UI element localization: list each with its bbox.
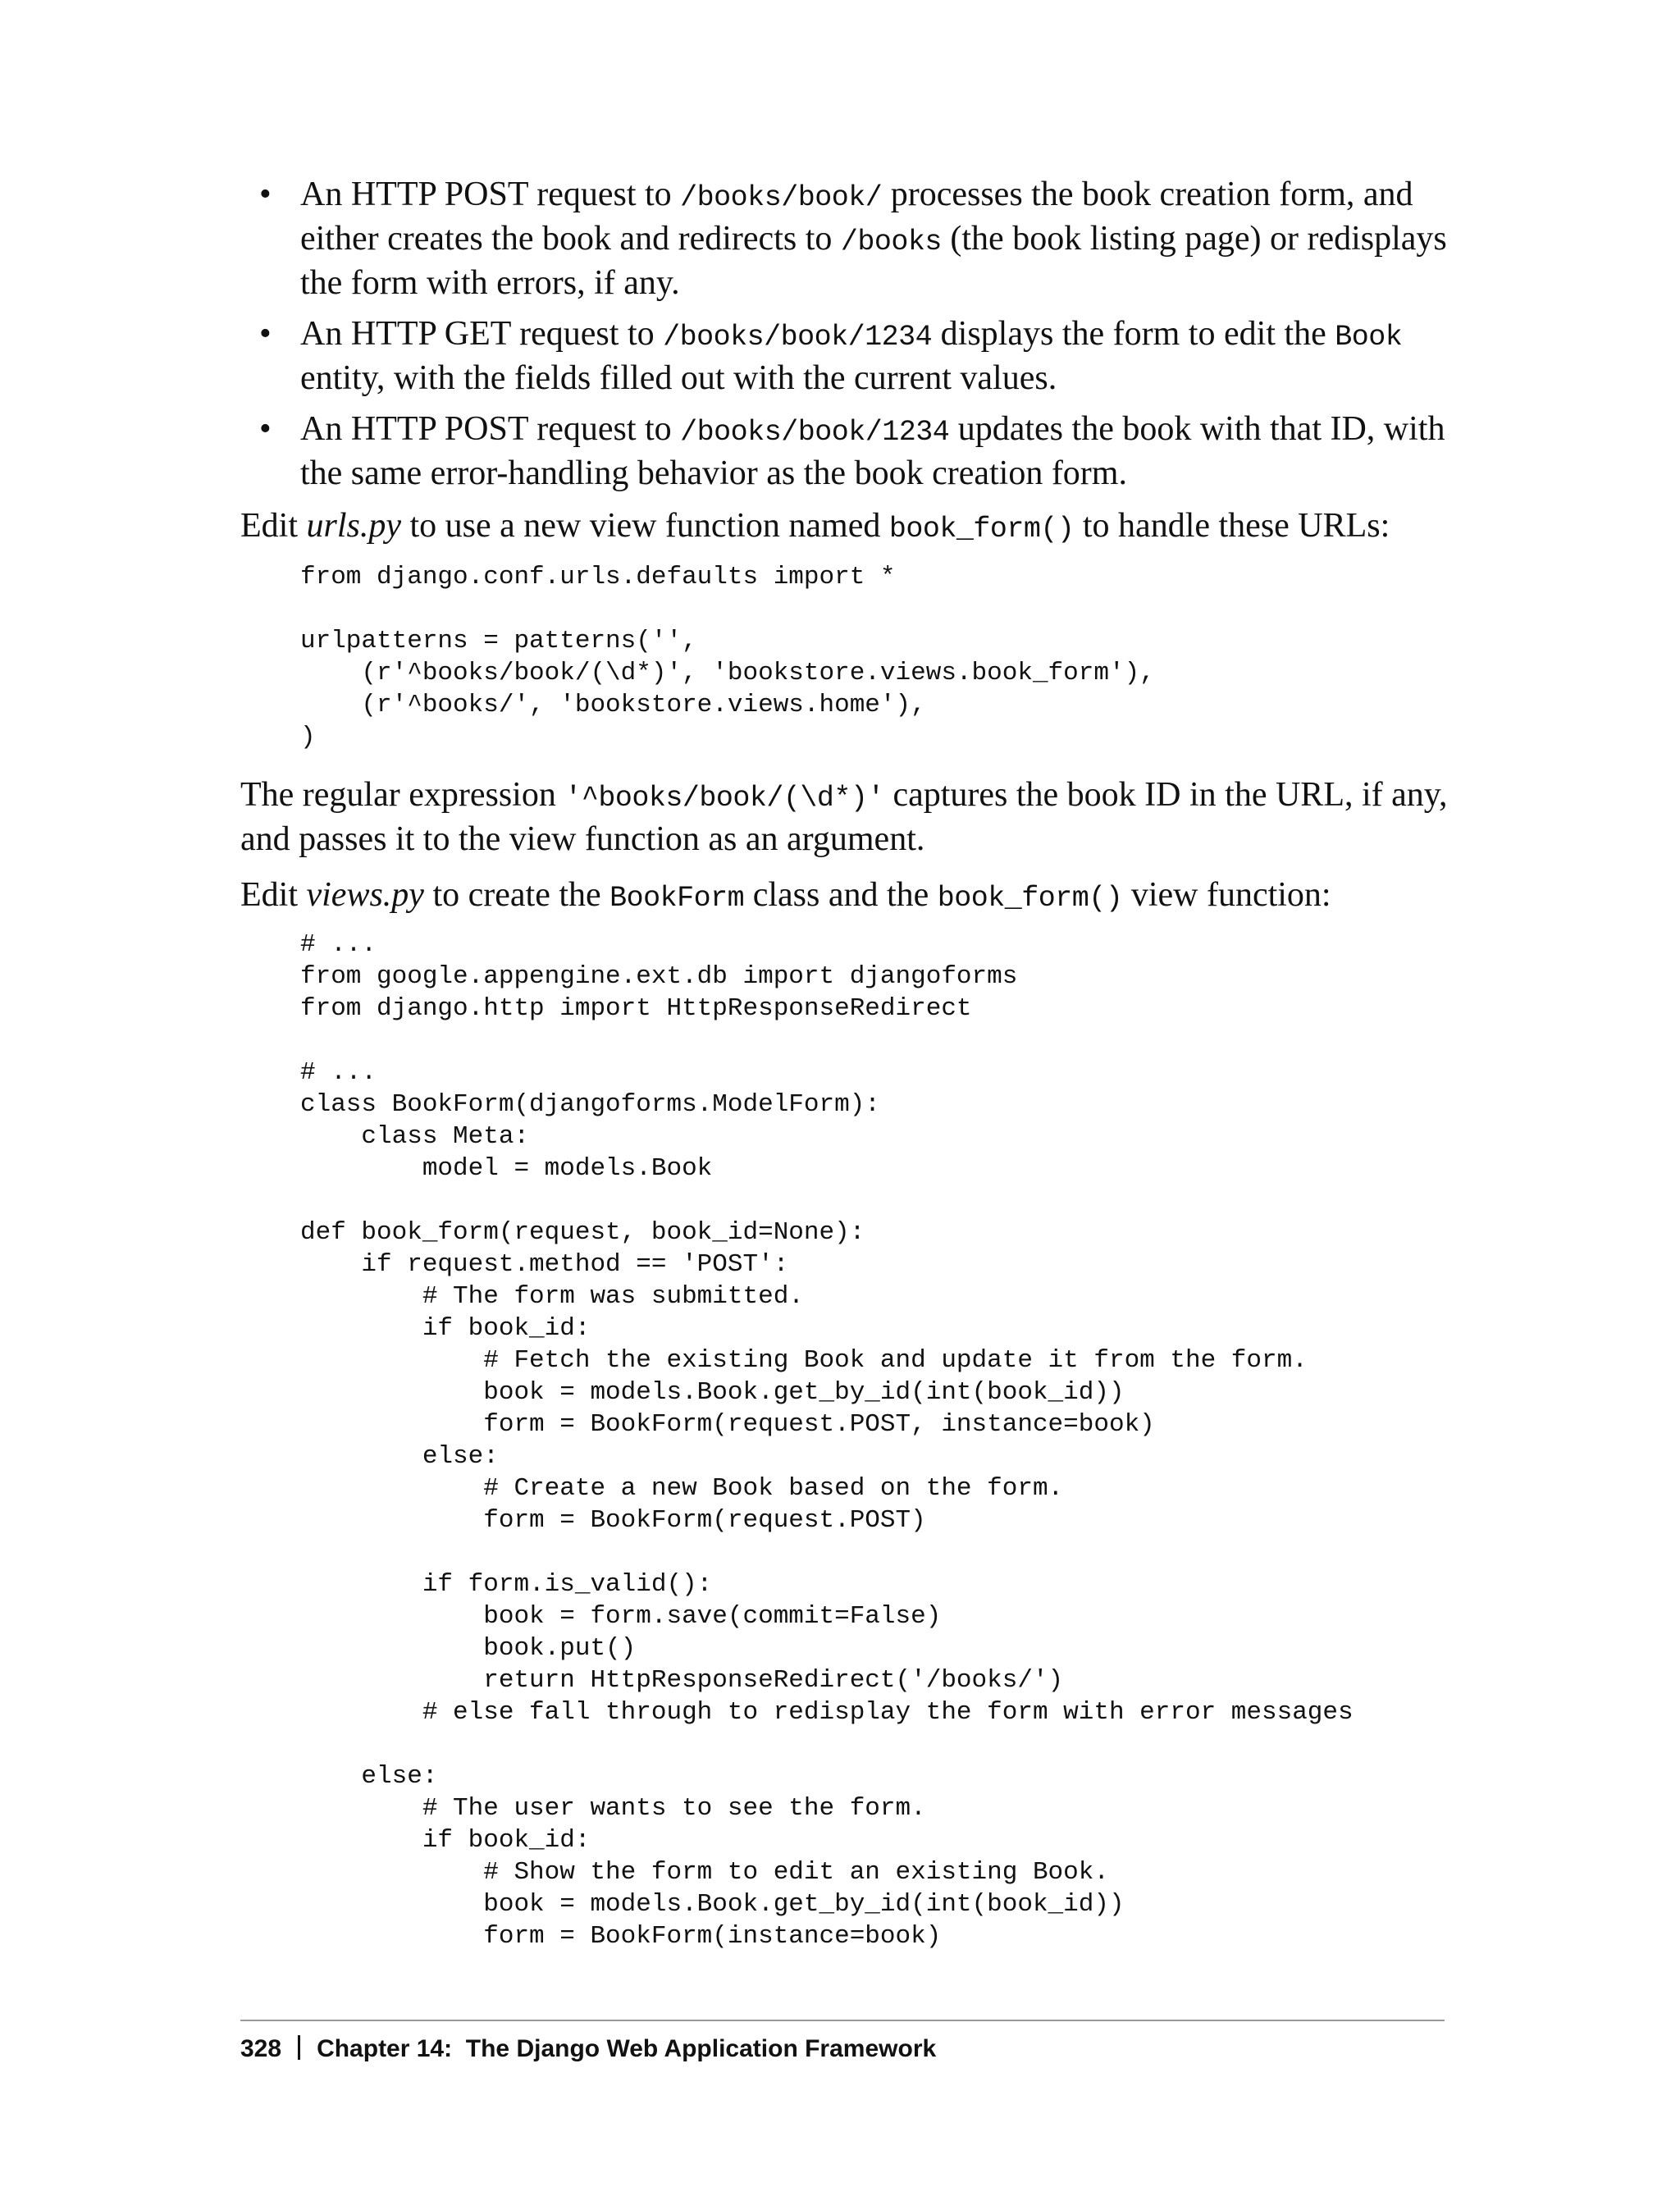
- footer-separator: [298, 2035, 300, 2060]
- bullet-text: An HTTP POST request to: [300, 410, 681, 448]
- bullet-text: updates the book with that ID, with the same error-handling behavior as the book creation form.: [300, 410, 1445, 492]
- inline-code: /books/book/1234: [680, 416, 950, 449]
- bullet-text: An HTTP GET request to: [300, 315, 664, 353]
- paragraph-text: class and the: [744, 876, 938, 914]
- chapter-title: Chapter 14: The Django Web Application Framework: [317, 2035, 937, 2062]
- bullet-icon: •: [259, 315, 272, 353]
- inline-code: Book: [1335, 321, 1403, 354]
- paragraph-urls: [240, 505, 1450, 550]
- inline-code: '^books/book/(\d*)': [564, 782, 884, 815]
- inline-code: book_form(): [937, 882, 1123, 915]
- paragraph-text: view function:: [1122, 876, 1331, 914]
- inline-code: /books/book/: [680, 181, 883, 214]
- footer-rule: [240, 2020, 1445, 2021]
- inline-code: book_form(): [888, 513, 1075, 546]
- bullet-list: [251, 174, 1449, 504]
- paragraph-views: [240, 874, 1450, 919]
- bullet-text: processes the book creation form, and either creates the book and redirects to: [300, 176, 1413, 258]
- code-block-urls: from django.conf.urls.defaults import * urlpatterns = patterns('', (r'^books/book/(\d*)', 'bookstore.views.book_form'), (r'^books/', 'bookstore.views.home'), ): [300, 563, 1155, 751]
- paragraph-text: to handle these URLs:: [1074, 507, 1390, 545]
- filename: urls.py: [306, 507, 401, 545]
- bullet-icon: •: [259, 410, 272, 448]
- bullet-text: (the book listing page) or redisplays the form with errors, if any.: [300, 220, 1447, 302]
- bullet-item: [251, 409, 1449, 494]
- code-block-views: # ... from google.appengine.ext.db import djangoforms from django.http import HttpResponseRedirect # ... class BookForm(djangoforms.ModelForm): class Meta: model = models.Book def book_form(request, book_id=None): if request.method == 'POST': # The form was submitted. if book_id: # Fetch the existing Book and update it from the form. book = models.Book.get_by_id(int(book_id)) form = BookForm(request.POST, instance=book) else: # Create a new Book based on the form. form = BookForm(request.POST) if form.is_valid(): book = form.save(commit=False) book.put() return HttpResponseRedirect('/books/') # else fall through to redisplay the form with error messages else: # The user wants to see the form. if book_id: # Show the form to edit an existing Book. book = models.Book.get_by_id(int(book_id)) form = BookForm(instance=book): [300, 930, 1354, 1951]
- paragraph-text: The regular expression: [240, 776, 565, 814]
- paragraph-text: to use a new view function named: [401, 507, 889, 545]
- bullet-item: [251, 313, 1449, 399]
- bullet-item: [251, 174, 1449, 304]
- paragraph-text: Edit: [240, 876, 307, 914]
- bullet-text: entity, with the fields filled out with the current values.: [300, 359, 1057, 397]
- page-number: 328: [240, 2035, 282, 2062]
- paragraph-text: captures the book ID in the URL, if any, and passes it to the view function as an argument.: [240, 776, 1448, 858]
- paragraph-regex: [240, 774, 1450, 860]
- page-footer: [240, 2033, 936, 2066]
- paragraph-text: to create the: [423, 876, 610, 914]
- bullet-text: displays the form to edit the: [932, 315, 1335, 353]
- bullet-icon: •: [259, 176, 272, 213]
- bullet-text: An HTTP POST request to: [300, 176, 681, 213]
- inline-code: /books/book/1234: [663, 321, 933, 354]
- paragraph-text: Edit: [240, 507, 307, 545]
- filename: views.py: [306, 876, 424, 914]
- inline-code: BookForm: [609, 882, 745, 915]
- inline-code: /books: [840, 226, 942, 258]
